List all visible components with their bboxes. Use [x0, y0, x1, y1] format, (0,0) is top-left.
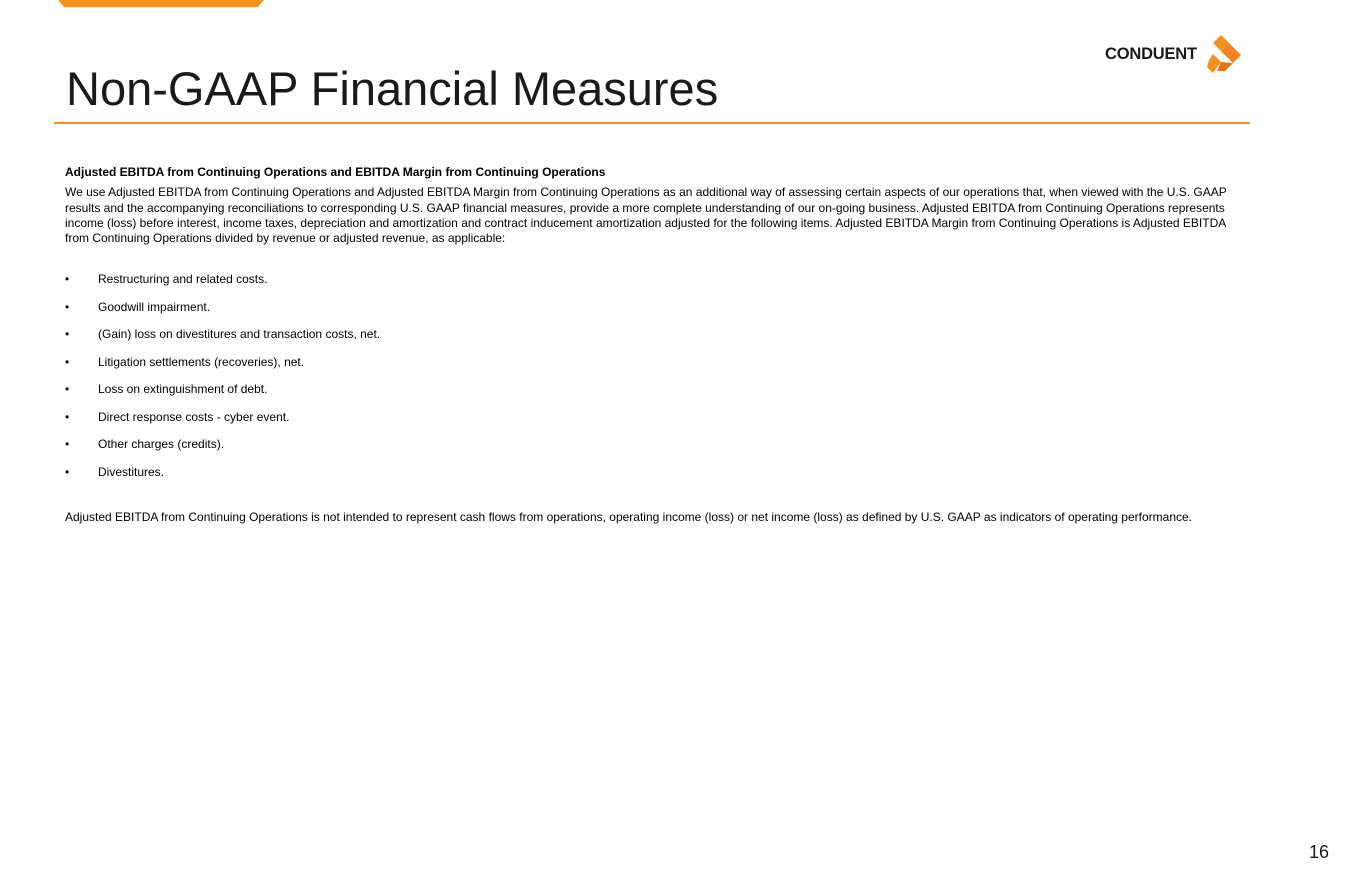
list-item: [65, 437, 1235, 452]
bullet-marker: •: [65, 272, 70, 287]
section-heading: Adjusted EBITDA from Continuing Operations and EBITDA Margin from Continuing Operations: [65, 165, 606, 179]
bullet-marker: •: [65, 354, 70, 369]
list-item: [65, 465, 1235, 480]
adjustment-list: [65, 272, 1235, 480]
list-item-text: Goodwill impairment.: [98, 299, 211, 314]
list-item: [65, 382, 1235, 397]
intro-paragraph: We use Adjusted EBITDA from Continuing Operations and Adjusted EBITDA Margin from Continuing Operations as an additional way of assessing certain aspects of our operations that, when viewed with the U.S. GAAP results and the accompanying reconciliations to corresponding U.S. GAAP financial measures, provide a more complete understanding of our on-going business. Adjusted EBITDA from Continuing Operations represents income (loss) before interest, income taxes, depreciation and amortization and contract inducement amortization adjusted for the following items. Adjusted EBITDA Margin from Continuing Operations is Adjusted EBITDA from Continuing Operations divided by revenue or adjusted revenue, as applicable:: [65, 185, 1227, 246]
closing-paragraph: Adjusted EBITDA from Continuing Operations is not intended to represent cash flows from operations, operating income (loss) or net income (loss) as defined by U.S. GAAP as indicators of operating performance.: [65, 510, 1193, 525]
list-item-text: Direct response costs - cyber event.: [98, 409, 290, 424]
list-item-text: Divestitures.: [98, 464, 165, 479]
bullet-marker: •: [65, 409, 70, 424]
bullet-marker: •: [65, 327, 70, 342]
top-accent-bar: [58, 0, 264, 7]
logo-wordmark: CONDUENT: [1105, 44, 1197, 63]
bullet-marker: •: [65, 382, 70, 397]
bullet-marker: •: [65, 464, 70, 479]
conduent-mark-icon: [1203, 34, 1243, 74]
bullet-marker: •: [65, 437, 70, 452]
list-item: [65, 410, 1235, 425]
page-title: Non-GAAP Financial Measures: [66, 62, 719, 115]
bullet-marker: •: [65, 299, 70, 314]
conduent-mark-icon-svg: [1203, 34, 1243, 74]
list-item: [65, 327, 1235, 342]
list-item-text: Restructuring and related costs.: [98, 272, 268, 287]
conduent-logo: [1105, 34, 1251, 74]
list-item-text: Litigation settlements (recoveries), net.: [98, 354, 305, 369]
list-item: [65, 272, 1235, 287]
list-item-text: Other charges (credits).: [98, 437, 225, 452]
list-item-text: (Gain) loss on divestitures and transaction costs, net.: [98, 327, 381, 342]
page-number: 16: [1309, 842, 1330, 862]
list-item: [65, 355, 1235, 370]
title-divider: [54, 122, 1250, 124]
list-item-text: Loss on extinguishment of debt.: [98, 382, 268, 397]
content-area: [65, 165, 1235, 525]
list-item: [65, 300, 1235, 315]
